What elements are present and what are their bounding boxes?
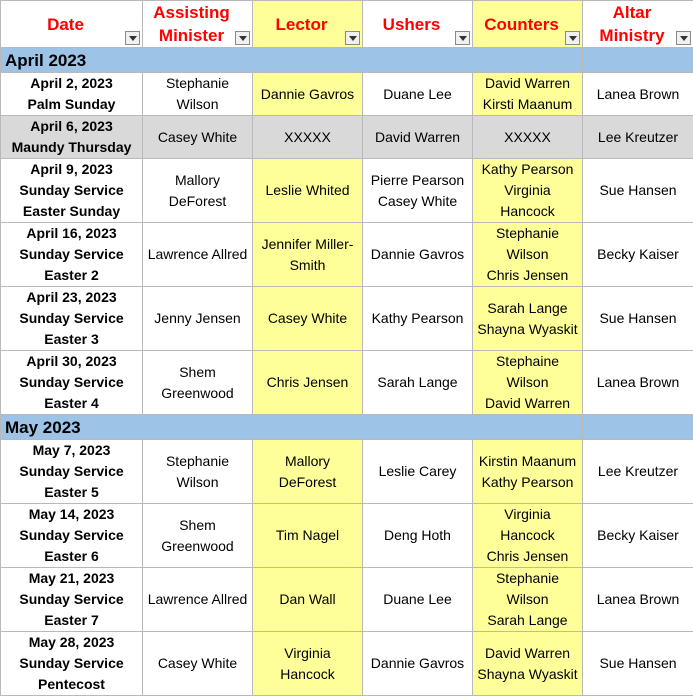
filter-dropdown-icon[interactable] <box>676 31 691 45</box>
table-row <box>1 159 693 223</box>
cell-line: Altar <box>584 1 680 24</box>
table-row <box>1 632 693 696</box>
altar-ministry-cell[interactable] <box>583 351 693 415</box>
cell-line: May 21, 2023 <box>2 568 141 589</box>
cell-line: Easter 5 <box>2 482 141 503</box>
cell-line: Pentecost <box>2 674 141 695</box>
column-header-altar-ministry <box>583 1 693 48</box>
lector-cell[interactable] <box>253 223 363 287</box>
column-header-counters <box>473 1 583 48</box>
cell-line: Sunday Service <box>2 589 141 610</box>
table-row <box>1 440 693 504</box>
cell-line: Shem <box>144 515 251 536</box>
cell-line: April 30, 2023 <box>2 351 141 372</box>
altar-ministry-cell[interactable] <box>583 504 693 568</box>
counters-cell[interactable] <box>473 73 583 116</box>
assisting-minister-cell[interactable] <box>143 159 253 223</box>
ushers-cell[interactable] <box>363 223 473 287</box>
cell-line: Minister <box>144 24 239 47</box>
cell-line: Palm Sunday <box>2 94 141 115</box>
date-cell[interactable] <box>1 504 143 568</box>
cell-line: Ushers <box>364 13 459 36</box>
cell-line: Sunday Service <box>2 653 141 674</box>
column-header-label <box>2 13 141 36</box>
cell-line: Sunday Service <box>2 308 141 329</box>
lector-cell[interactable] <box>253 504 363 568</box>
cell-line: David Warren <box>364 127 471 148</box>
column-header-date <box>1 1 143 48</box>
cell-line: Virginia <box>254 643 361 664</box>
cell-line: Hancock <box>474 525 581 546</box>
ushers-cell[interactable] <box>363 632 473 696</box>
cell-line: Kirstin Maanum <box>474 451 581 472</box>
ushers-cell[interactable] <box>363 116 473 159</box>
cell-line: Dan Wall <box>254 589 361 610</box>
cell-line: Deng Hoth <box>364 525 471 546</box>
cell-line: Wilson <box>474 244 581 265</box>
cell-line: David Warren <box>474 643 581 664</box>
lector-cell[interactable] <box>253 351 363 415</box>
cell-line: Virginia <box>474 180 581 201</box>
cell-line: Stephanie <box>144 73 251 94</box>
cell-line: Counters <box>474 13 569 36</box>
column-header-assisting-minister <box>143 1 253 48</box>
ushers-cell[interactable] <box>363 73 473 116</box>
cell-line: Shayna Wyaskit <box>474 319 581 340</box>
cell-line: May 14, 2023 <box>2 504 141 525</box>
column-header-ushers <box>363 1 473 48</box>
lector-cell[interactable] <box>253 73 363 116</box>
cell-line: Assisting <box>144 1 239 24</box>
assisting-minister-cell[interactable] <box>143 568 253 632</box>
cell-line: Easter 3 <box>2 329 141 350</box>
table-row <box>1 568 693 632</box>
cell-line: Dannie Gavros <box>364 653 471 674</box>
altar-ministry-cell[interactable] <box>583 223 693 287</box>
column-header-lector <box>253 1 363 48</box>
cell-line: Stephaine <box>474 351 581 372</box>
cell-line: Becky Kaiser <box>584 244 692 265</box>
counters-cell[interactable] <box>473 223 583 287</box>
date-cell[interactable] <box>1 632 143 696</box>
cell-line: DeForest <box>144 191 251 212</box>
counters-cell[interactable] <box>473 568 583 632</box>
counters-cell[interactable] <box>473 159 583 223</box>
cell-line: Mallory <box>144 170 251 191</box>
cell-line: Shayna Wyaskit <box>474 664 581 685</box>
cell-line: Jenny Jensen <box>144 308 251 329</box>
cell-line: Sarah Lange <box>364 372 471 393</box>
assisting-minister-cell[interactable] <box>143 116 253 159</box>
cell-line: Kathy Pearson <box>364 308 471 329</box>
cell-line: Sunday Service <box>2 461 141 482</box>
cell-line: Kirsti Maanum <box>474 94 581 115</box>
assisting-minister-cell[interactable] <box>143 632 253 696</box>
month-row-blank <box>583 48 693 73</box>
lector-cell[interactable] <box>253 159 363 223</box>
filter-dropdown-icon[interactable] <box>565 31 580 45</box>
cell-line: Sunday Service <box>2 372 141 393</box>
cell-line: Lanea Brown <box>584 589 692 610</box>
cell-line: Smith <box>254 255 361 276</box>
cell-line: Chris Jensen <box>254 372 361 393</box>
cell-line: Chris Jensen <box>474 546 581 567</box>
cell-line: May 28, 2023 <box>2 632 141 653</box>
cell-line: Easter Sunday <box>2 201 141 222</box>
cell-line: Tim Nagel <box>254 525 361 546</box>
cell-line: Stephanie <box>474 568 581 589</box>
cell-line: Easter 4 <box>2 393 141 414</box>
cell-line: Duane Lee <box>364 589 471 610</box>
ushers-cell[interactable] <box>363 159 473 223</box>
cell-line: Stephanie <box>474 223 581 244</box>
cell-line: Sarah Lange <box>474 298 581 319</box>
cell-line: Wilson <box>474 589 581 610</box>
filter-dropdown-icon[interactable] <box>345 31 360 45</box>
date-cell[interactable] <box>1 73 143 116</box>
table-row <box>1 351 693 415</box>
month-row <box>1 48 693 73</box>
cell-line: Sunday Service <box>2 244 141 265</box>
cell-line: XXXXX <box>254 127 361 148</box>
cell-line: Hancock <box>474 201 581 222</box>
cell-line: Pierre Pearson <box>364 170 471 191</box>
altar-ministry-cell[interactable] <box>583 440 693 504</box>
cell-line: DeForest <box>254 472 361 493</box>
assisting-minister-cell[interactable] <box>143 223 253 287</box>
cell-line: Lawrence Allred <box>144 589 251 610</box>
cell-line: Date <box>2 13 129 36</box>
cell-line: April 2, 2023 <box>2 73 141 94</box>
cell-line: Wilson <box>144 94 251 115</box>
table-row <box>1 116 693 159</box>
counters-cell[interactable] <box>473 351 583 415</box>
cell-line: Duane Lee <box>364 84 471 105</box>
table-row <box>1 73 693 116</box>
table-row <box>1 287 693 351</box>
cell-line: Easter 7 <box>2 610 141 631</box>
ushers-cell[interactable] <box>363 568 473 632</box>
cell-line: May 7, 2023 <box>2 440 141 461</box>
cell-line: Greenwood <box>144 536 251 557</box>
cell-line: Maundy Thursday <box>2 137 141 158</box>
lector-cell[interactable] <box>253 287 363 351</box>
cell-line: Lector <box>254 13 349 36</box>
cell-line: Lanea Brown <box>584 372 692 393</box>
date-cell[interactable] <box>1 351 143 415</box>
ushers-cell[interactable] <box>363 351 473 415</box>
cell-line: Casey White <box>144 127 251 148</box>
date-cell[interactable] <box>1 159 143 223</box>
date-cell[interactable] <box>1 116 143 159</box>
cell-line: Sue Hansen <box>584 180 692 201</box>
month-row <box>1 415 693 440</box>
filter-dropdown-icon[interactable] <box>125 31 140 45</box>
altar-ministry-cell[interactable] <box>583 73 693 116</box>
lector-cell[interactable] <box>253 632 363 696</box>
assisting-minister-cell[interactable] <box>143 440 253 504</box>
lector-cell[interactable] <box>253 568 363 632</box>
altar-ministry-cell[interactable] <box>583 568 693 632</box>
header-row <box>1 1 693 48</box>
table-row <box>1 504 693 568</box>
date-cell[interactable] <box>1 440 143 504</box>
assisting-minister-cell[interactable] <box>143 504 253 568</box>
cell-line: Lawrence Allred <box>144 244 251 265</box>
cell-line: David Warren <box>474 393 581 414</box>
cell-line: David Warren <box>474 73 581 94</box>
date-cell[interactable] <box>1 287 143 351</box>
cell-line: Sue Hansen <box>584 653 692 674</box>
cell-line: Casey White <box>364 191 471 212</box>
table-row <box>1 223 693 287</box>
cell-line: Greenwood <box>144 383 251 404</box>
month-row-blank <box>583 415 693 440</box>
cell-line: Sunday Service <box>2 525 141 546</box>
month-label: April 2023 <box>1 48 583 73</box>
altar-ministry-cell[interactable] <box>583 632 693 696</box>
month-label: May 2023 <box>1 415 583 440</box>
altar-ministry-cell[interactable] <box>583 287 693 351</box>
cell-line: April 16, 2023 <box>2 223 141 244</box>
counters-cell[interactable] <box>473 504 583 568</box>
date-cell[interactable] <box>1 223 143 287</box>
counters-cell[interactable] <box>473 440 583 504</box>
date-cell[interactable] <box>1 568 143 632</box>
cell-line: Hancock <box>254 664 361 685</box>
altar-ministry-cell[interactable] <box>583 116 693 159</box>
cell-line: Sunday Service <box>2 180 141 201</box>
cell-line: Becky Kaiser <box>584 525 692 546</box>
cell-line: Wilson <box>144 472 251 493</box>
cell-line: April 23, 2023 <box>2 287 141 308</box>
counters-cell[interactable] <box>473 632 583 696</box>
assisting-minister-cell[interactable] <box>143 73 253 116</box>
cell-line: April 6, 2023 <box>2 116 141 137</box>
cell-line: Leslie Carey <box>364 461 471 482</box>
cell-line: Virginia <box>474 504 581 525</box>
cell-line: Stephanie <box>144 451 251 472</box>
counters-cell[interactable] <box>473 116 583 159</box>
cell-line: Lee Kreutzer <box>584 461 692 482</box>
lector-cell[interactable] <box>253 116 363 159</box>
cell-line: Chris Jensen <box>474 265 581 286</box>
cell-line: April 9, 2023 <box>2 159 141 180</box>
cell-line: Leslie Whited <box>254 180 361 201</box>
altar-ministry-cell[interactable] <box>583 159 693 223</box>
cell-line: Lanea Brown <box>584 84 692 105</box>
ushers-cell[interactable] <box>363 440 473 504</box>
cell-line: Sarah Lange <box>474 610 581 631</box>
cell-line: Kathy Pearson <box>474 472 581 493</box>
lector-cell[interactable] <box>253 440 363 504</box>
cell-line: Shem <box>144 362 251 383</box>
cell-line: Lee Kreutzer <box>584 127 692 148</box>
ushers-cell[interactable] <box>363 504 473 568</box>
counters-cell[interactable] <box>473 287 583 351</box>
cell-line: Casey White <box>254 308 361 329</box>
cell-line: Mallory <box>254 451 361 472</box>
filter-dropdown-icon[interactable] <box>235 31 250 45</box>
cell-line: Kathy Pearson <box>474 159 581 180</box>
cell-line: Jennifer Miller- <box>254 234 361 255</box>
schedule-body <box>1 48 693 696</box>
cell-line: Sue Hansen <box>584 308 692 329</box>
assisting-minister-cell[interactable] <box>143 351 253 415</box>
assisting-minister-cell[interactable] <box>143 287 253 351</box>
cell-line: Wilson <box>474 372 581 393</box>
cell-line: XXXXX <box>474 127 581 148</box>
ushers-cell[interactable] <box>363 287 473 351</box>
filter-dropdown-icon[interactable] <box>455 31 470 45</box>
cell-line: Casey White <box>144 653 251 674</box>
cell-line: Easter 6 <box>2 546 141 567</box>
cell-line: Dannie Gavros <box>364 244 471 265</box>
cell-line: Dannie Gavros <box>254 84 361 105</box>
cell-line: Easter 2 <box>2 265 141 286</box>
cell-line: Ministry <box>584 24 680 47</box>
